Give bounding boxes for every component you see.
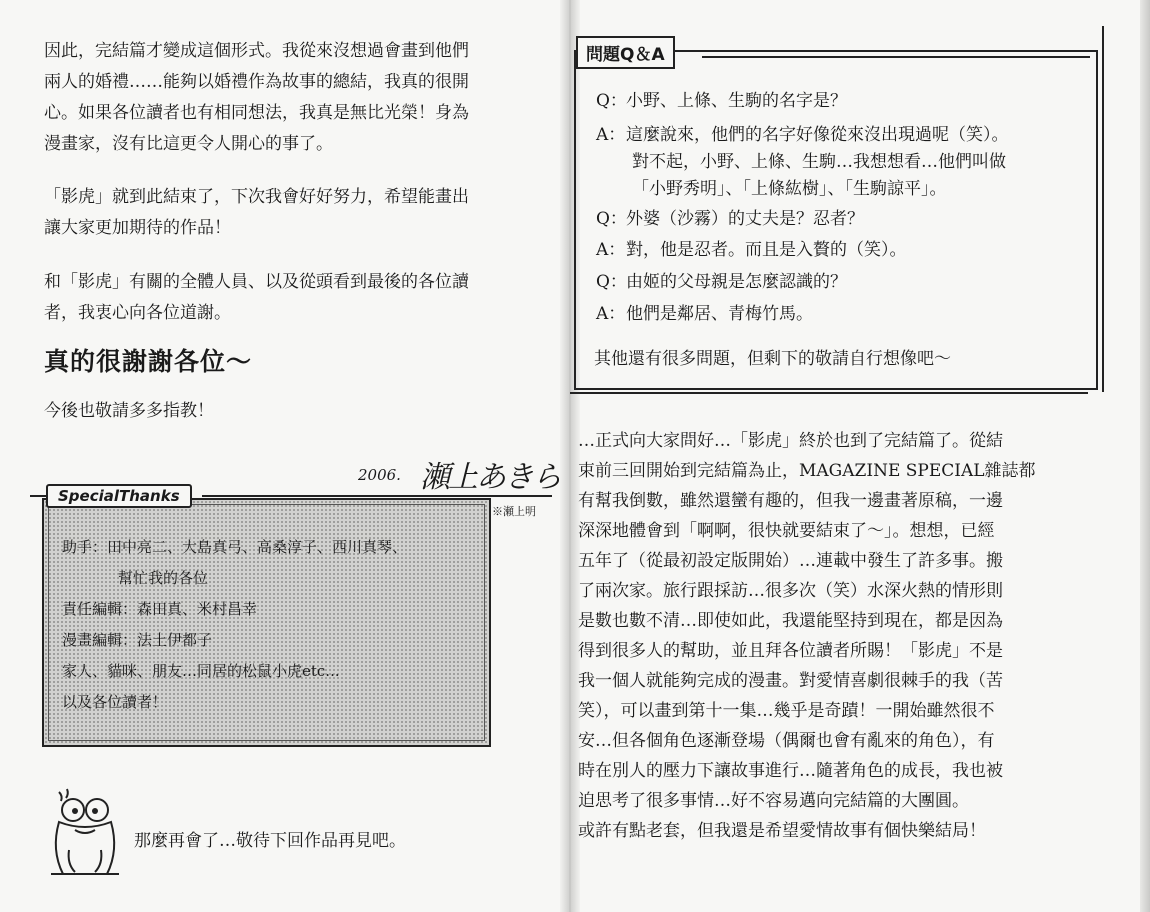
text-line: 「影虎」就到此結束了，下次我會好好努力，希望能畫出 [44, 187, 469, 207]
special-thanks-label: SpecialThanks [46, 484, 192, 508]
text-line: 了兩次家。旅行跟採訪…很多次（笑）水深火熱的情形則 [578, 581, 1003, 601]
qa-text: 外婆（沙霧）的丈夫是？忍者？ [626, 209, 864, 229]
text-line: 安…但各個角色逐漸登場（偶爾也會有亂來的角色），有 [578, 731, 995, 751]
text-line: 漫畫家，沒有比這更令人開心的事了。 [44, 134, 333, 154]
text-line: 有幫我倒數，雖然還蠻有趣的，但我一邊畫著原稿，一邊 [578, 491, 1003, 511]
qa-mark: Q： [596, 209, 627, 229]
qa-line [596, 267, 847, 292]
text-line: 我一個人就能夠完成的漫畫。對愛情喜劇很棘手的我（苦 [578, 671, 1003, 691]
qa-text: 對不起，小野、上條、生駒…我想想看…他們叫做 [632, 152, 1006, 172]
qa-line [632, 147, 1006, 172]
credit-line: 漫畫編輯：法土伊都子 [62, 631, 213, 649]
text-line: 得到很多人的幫助，並且拜各位讀者所賜！「影虎」不是 [578, 641, 1003, 661]
text-line: 迫思考了很多事情…好不容易邁向完結篇的大團圓。 [578, 791, 969, 811]
credit-line: 家人、貓咪、朋友…同居的松鼠小虎etc... [62, 662, 340, 680]
author-signature: 瀬上あきら [420, 460, 560, 495]
qa-title: 問題Q＆A [576, 36, 675, 69]
text-line: 束前三回開始到完結篇為止，MAGAZINE SPECIAL雜誌都 [578, 461, 1036, 481]
divider [570, 392, 1088, 394]
qa-text: 「小野秀明」、「上條紘樹」、「生駒諒平」。 [632, 179, 947, 199]
text-line: 因此，完結篇才變成這個形式。我從來沒想過會畫到他們 [44, 41, 469, 61]
credit-line: 以及各位讀者！ [62, 693, 168, 711]
text-line: 是數也數不清…即使如此，我還能堅持到現在，都是因為 [578, 611, 1003, 631]
text-line: 深深地體會到「啊啊，很快就要結束了～」。想想，已經 [578, 521, 995, 541]
qa-mark: Q： [596, 91, 627, 111]
qa-mark: Q： [596, 272, 627, 292]
qa-line [596, 86, 847, 111]
thanks-heading: 真的很謝謝各位～ [44, 347, 253, 376]
text-line: 和「影虎」有關的全體人員、以及從頭看到最後的各位讀 [44, 272, 469, 292]
credit-line: 幫忙我的各位 [118, 569, 209, 587]
text-line: 者，我衷心向各位道謝。 [44, 303, 231, 323]
credit-line: 助手：田中亮二、大島真弓、高桑淳子、西川真琴、 [62, 538, 408, 556]
qa-text: 他們是鄰居、青梅竹馬。 [626, 304, 813, 324]
qa-mark: A： [596, 125, 626, 145]
qa-line [632, 174, 947, 199]
divider [702, 56, 1090, 58]
qa-line [596, 299, 813, 324]
credit-line: 責任編輯：森田真、米村昌幸 [62, 600, 258, 618]
page-edge [1140, 0, 1150, 912]
qa-mark: A： [596, 240, 626, 260]
frog-icon [45, 786, 125, 886]
qa-text: 小野、上條、生駒的名字是？ [626, 91, 847, 111]
text-line: 兩人的婚禮……能夠以婚禮作為故事的總結，我真的很開 [44, 72, 469, 92]
qa-text: 由姬的父母親是怎麼認識的？ [626, 272, 847, 292]
qa-line [596, 235, 907, 260]
text-line: 時在別人的壓力下讓故事進行…隨著角色的成長，我也被 [578, 761, 1003, 781]
afterword-body [578, 426, 1036, 846]
qa-text: 對，他是忍者。而且是入贅的（笑）。 [626, 240, 907, 260]
text-line: 五年了（從最初設定版開始）…連載中發生了許多事。搬 [578, 551, 1003, 571]
text-line: 笑），可以畫到第十一集…幾乎是奇蹟！一開始雖然很不 [578, 701, 995, 721]
text-line: …正式向大家問好…「影虎」終於也到了完結篇了。從結 [578, 431, 1003, 451]
afterword-paragraph-3 [44, 267, 544, 329]
afterword-paragraph-1 [44, 36, 544, 160]
divider [202, 495, 552, 497]
qa-line [596, 204, 864, 229]
text-line: 或許有點老套，但我還是希望愛情故事有個快樂結局！ [578, 821, 986, 841]
divider [1102, 26, 1104, 392]
text-line: 讓大家更加期待的作品！ [44, 218, 231, 238]
signature-caption: ※瀬上明 [492, 505, 536, 518]
signature-year: 2006. [358, 466, 401, 484]
qa-mark: A： [596, 304, 626, 324]
afterword-paragraph-2 [44, 182, 544, 244]
qa-closing: 其他還有很多問題，但剩下的敬請自行想像吧～ [594, 349, 951, 369]
qa-line [596, 120, 1009, 145]
text-line: 心。如果各位讀者也有相同想法，我真是無比光榮！身為 [44, 103, 469, 123]
divider [30, 495, 46, 497]
closing-line: 今後也敬請多多指教！ [44, 401, 214, 421]
frog-caption: 那麼再會了…敬待下回作品再見吧。 [134, 831, 406, 851]
qa-text: 這麼說來，他們的名字好像從來沒出現過呢（笑）。 [626, 125, 1009, 145]
